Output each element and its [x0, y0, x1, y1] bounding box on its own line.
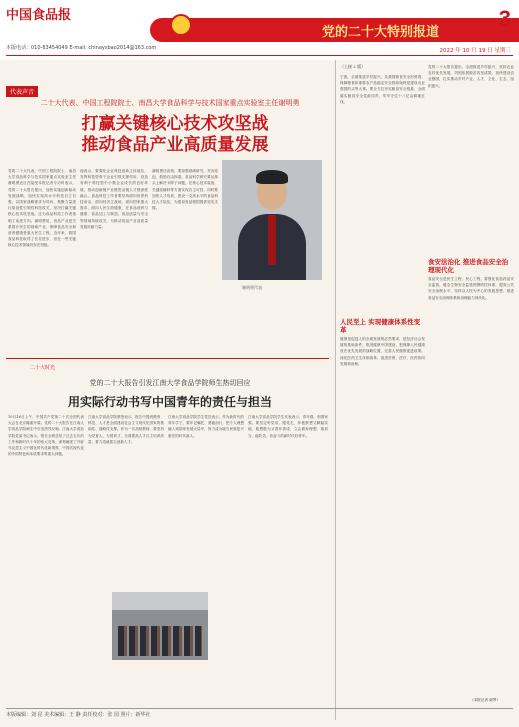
article1-title-line2: 推动食品产业高质量发展: [81, 135, 269, 156]
article2-subtitle: 党的二十大报告引发江南大学食品学院师生热切回应: [89, 379, 251, 387]
page-header: [0, 0, 519, 60]
page-footer: 本版编辑：刘 昆 美术编辑：王 静 责任校对：张 园 照片：新华社: [6, 712, 151, 718]
reporter-signature: （本报记者 谢琴）: [470, 698, 500, 702]
meeting-photo: [112, 592, 208, 660]
page-number: 3: [498, 6, 511, 31]
section-title: 党的二十大特别报道: [321, 25, 439, 40]
issue-date: 2022 年 10 月 19 日 星期三: [439, 48, 511, 54]
article1-tag: 代表声音: [6, 86, 38, 97]
meeting-photo-audience: [118, 626, 202, 656]
right-column-1b: 健康是促进人的全面发展的必然要求，是经济社会发展的基础条件。推进健康中国建设，把保障人民健康放在优先发展的战略位置，完善人民健康促进政策。深化医药卫生体制改革，促进医保、医疗、医药协同发展和治理。: [340, 337, 425, 366]
article1-column-3: 谢明勇还谈到，要加强基础研究，突出原创，鼓励自由探索。食品科学研究要从源头上解决卡脖子问题，在核心技术装备、关键原辅料等方面实现自主可控。同时要加快人才培养，建设一支高水平的食品科技人才队伍，为建设食品强国提供坚实支撑。: [152, 169, 218, 211]
article1-subtitle: 二十大代表、中国工程院院士、南昌大学食品科学与技术国家重点实验室主任谢明勇: [40, 99, 300, 107]
portrait-photo: [222, 160, 322, 280]
right-subhead-1: 人民至上 实现健康体系性变革: [340, 318, 421, 334]
article1-column-1: 党的二十大代表、中国工程院院士、南昌大学食品科学与技术国家重点实验室主任谢明勇近日在接受本报记者专访时表示，党的二十大报告提出，加快实施创新驱动发展战略，加快实现高水平科技自立自强，以国家战略需求为导向，集聚力量进行原创性引领性科技攻关，坚决打赢关键核心技术攻坚战。这为食品科技工作者指明了前进方向。谢明勇说，食品产业是关系国计民生的基础产业，保障食品安全和营养健康是重大民生工程。近年来，我国食品科技取得了长足进步，但在一些关键核心技术领域仍存在短板。: [8, 169, 76, 248]
article2-column-3: 江南大学食品学院学生党员表示，作为新时代的青年学子，要牢记嘱托、勇毅前行，把个人理想融入到国家发展大局中，努力成为堪当民族复兴重任的时代新人。: [168, 415, 244, 438]
article1-title: [50, 114, 300, 157]
right-col1-head: （上接 2 版）: [340, 64, 366, 69]
article2-tag: 二十大时光: [30, 365, 56, 371]
right-column-2b: 食品安全是民生工程、民心工程。要强化食品药品安全监管，健全生物安全监管预警防控体系，提高公共安全治理水平，坚持以人民为中心的发展思想，推进食品安全治理体系和治理能力现代化。: [428, 277, 514, 300]
contact-info: 本版电话：010-63454049 E-mail: chinaysbao2014@163.com: [6, 45, 157, 51]
article2-column-2: 江南大学食品学院教授表示，报告中提到教育、科技、人才是全面建设社会主义现代化国家的基础性、战略性支撑。作为一名高校教师，要坚持为党育人、为国育才，全面提高人才自主培养质量，着力造就拔尖创新人才。: [88, 415, 164, 444]
photo-caption: 谢明勇代表: [242, 285, 262, 290]
article1-column-2: 他表示，要强化企业科技创新主体地位，发挥科技型骨干企业引领支撑作用，营造有利于科技型中小微企业成长的良好环境，推动创新链产业链资金链人才链深度融合。食品科技工作者要坚持面向世界科技前沿、面向经济主战场、面向国家重大需求、面向人民生命健康，在食品营养与健康、食品加工与制造、食品质量与安全等领域持续攻关，为推动食品产业高质量发展贡献力量。: [80, 169, 148, 229]
meeting-photo-ceiling: [112, 592, 208, 610]
column-separator: [335, 60, 336, 720]
portrait-hair: [256, 170, 288, 184]
party-emblem-icon: [170, 14, 192, 36]
article-divider: [6, 358, 329, 359]
article2-title: 用实际行动书写中国青年的责任与担当: [67, 395, 272, 409]
right-column-1: 宁波，全面推进乡村振兴。从我国粮食安全形势看，保障粮食和重要农产品稳定安全供给始终是建设农业强国的头等大事。要全方位夯实粮食安全根基，全面落实粮食安全党政同责，牢牢守住十八亿亩耕地红线。: [340, 75, 425, 104]
right-subhead-2: 食安法治化 推进食品安全治理现代化: [428, 258, 509, 274]
section-banner: [150, 18, 519, 42]
footer-rule: [6, 708, 513, 709]
header-rule: [6, 55, 513, 56]
newspaper-brand: 中国食品报: [6, 7, 72, 22]
article2-column-4: 江南大学食品学院学生代表表示，青年强，则国家强。要坚定听党话、跟党走，怀抱梦想又脚踏实地，敢想敢为又善作善成，立志做有理想、敢担当、能吃苦、肯奋斗的新时代好青年。: [248, 415, 328, 438]
article1-title-line1: 打赢关键核心技术攻坚战: [81, 114, 269, 134]
right-column-2: 党的二十大报告提出，全面推进乡村振兴，坚持农业农村优先发展，巩固拓展脱贫攻坚成果，加快建设农业强国，扎实推动乡村产业、人才、文化、生态、组织振兴。: [428, 65, 514, 88]
portrait-tie: [268, 215, 276, 265]
article2-column-1: 10月16日上午，中国共产党第二十次全国代表大会在北京隆重开幕。党的二十大报告在江南大学食品学院师生中引发热烈反响。江南大学食品学院党委书记表示，报告全面总结了过去五年的工作和新时代十年的伟大变革，深刻阐述了开辟马克思主义中国化时代化新境界、中国式现代化的中国特色和本质要求等重大问题。: [8, 415, 84, 457]
